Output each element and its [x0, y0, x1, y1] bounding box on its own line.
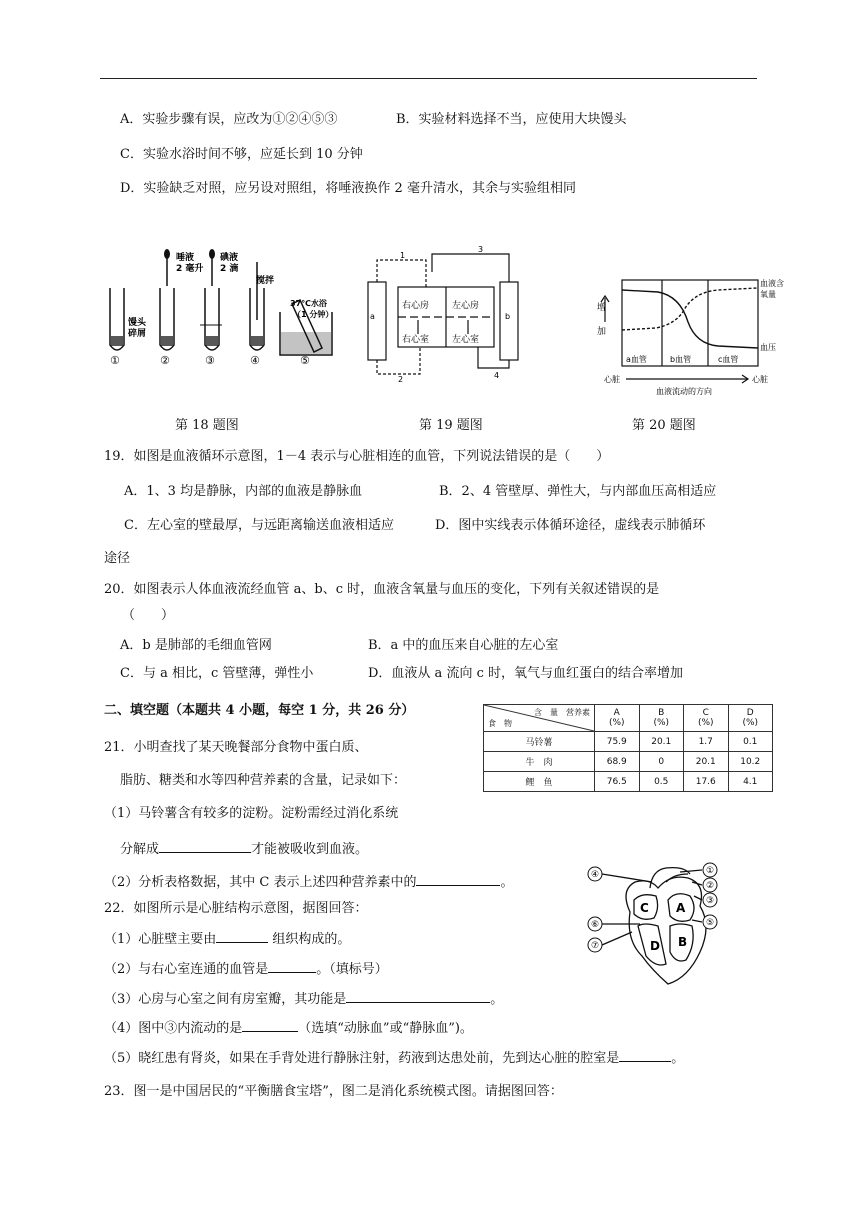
q21-part-1b: 分解成 才能被吸收到血液。 — [120, 842, 369, 857]
table-row — [484, 732, 773, 752]
fig20-vessel-a: a血管 — [626, 355, 647, 364]
q22-stem: 22．如图所示是心脏结构示意图，据图回答： — [104, 901, 368, 916]
table-cell-food: 马铃薯 — [484, 732, 595, 752]
fig19-label-lv: 左心室 — [452, 335, 480, 345]
table-row — [484, 752, 773, 772]
q21-part-1a: （1）马铃薯含有较多的淀粉。淀粉需经过消化系统 — [104, 806, 399, 821]
q19-option-d-cont: 途径 — [104, 551, 131, 566]
q20-paren: （ ） — [122, 608, 175, 623]
fig20-heart-left: 心脏 — [604, 375, 620, 384]
q20-stem: 20．如图表示人体血液流经血管 a、b、c 时，血液含氧量与血压的变化，下列有关叙述错误的是 — [104, 582, 660, 597]
q22-part-4: （4）图中③内流动的是 （选填“动脉血”或“静脉血”)。 — [104, 1021, 473, 1036]
table-cell-food: 牛 肉 — [484, 752, 595, 772]
figure-19-circulation — [360, 242, 540, 382]
fig20-legend-o2-2: 氧量 — [760, 290, 776, 299]
q19-option-d: D．图中实线表示体循环途径，虚线表示肺循环 — [435, 518, 706, 533]
heart-chamber-d: D — [650, 939, 660, 953]
table-cell: 20.1 — [639, 732, 684, 752]
fig18-caption: 第 18 题图 — [175, 418, 239, 433]
q20-option-b: B．a 中的血压来自心脏的左心室 — [368, 638, 559, 653]
q23-stem: 23．图一是中国居民的“平衡膳食宝塔”，图二是消化系统模式图。请据图回答： — [104, 1084, 563, 1099]
table-cell-food: 鲤 鱼 — [484, 772, 595, 792]
heart-chamber-b: B — [678, 935, 688, 949]
q19-option-a: A．1、3 均是静脉，内部的血液是静脉血 — [124, 484, 363, 499]
fig18-num-1: ① — [110, 354, 120, 367]
fig18-label-shuiyu: 37℃水浴 — [290, 299, 327, 308]
table-cell: 17.6 — [684, 772, 729, 792]
fig20-legend-bp: 血压 — [760, 343, 776, 352]
fig19-label-b: b — [505, 312, 511, 321]
fig20-y-label-2: 加 — [597, 327, 607, 337]
section-2-heading: 二、填空题（本题共 4 小题，每空 1 分，共 26 分） — [104, 703, 415, 718]
fig18-label-jiaoban: 搅拌 — [256, 276, 275, 286]
fig18-num-5: ⑤ — [300, 354, 310, 367]
fig19-label-1: 1 — [400, 251, 406, 260]
table-header-c: C (%) — [684, 705, 729, 732]
fig18-label-suisui: 碎屑 — [128, 329, 147, 339]
fig18-num-2: ② — [160, 354, 170, 367]
table-header-a: A (%) — [595, 705, 640, 732]
fig20-flow-label: 血液流动的方向 — [656, 387, 712, 396]
fig18-label-dianye-amt: 2 滴 — [220, 264, 239, 274]
table-cell: 10.2 — [728, 752, 773, 772]
fig20-vessel-c: c血管 — [718, 355, 739, 364]
answer-blank[interactable] — [216, 930, 268, 943]
table-row — [484, 772, 773, 792]
heart-num-6: ⑥ — [590, 920, 600, 930]
q20-option-d: D．血液从 a 流向 c 时，氧气与血红蛋白的结合率增加 — [368, 666, 683, 681]
heart-chamber-c: C — [640, 901, 649, 915]
table-corner-cell — [484, 705, 595, 732]
table-cell: 75.9 — [595, 732, 640, 752]
heart-num-4: ④ — [590, 870, 600, 880]
fig18-label-tuoye: 唾液 — [176, 253, 195, 263]
table-header-d: D (%) — [728, 705, 773, 732]
fig18-num-3: ③ — [205, 354, 215, 367]
fig18-label-shuiyu-time: （1 分钟） — [293, 310, 334, 319]
answer-blank[interactable] — [242, 1019, 298, 1032]
q22-part-3: （3）心房与心室之间有房室瓣，其功能是 。 — [104, 992, 504, 1007]
answer-blank[interactable] — [159, 840, 251, 853]
q18-option-c: C．实验水浴时间不够，应延长到 10 分钟 — [120, 147, 363, 162]
q22-part-2: （2）与右心室连通的血管是 。（填标号） — [104, 962, 388, 977]
q19-option-c: C．左心室的壁最厚，与远距离输送血液相适应 — [124, 518, 394, 533]
fig19-label-rv: 右心室 — [402, 335, 430, 345]
fig18-label-tuoye-amt: 2 毫升 — [176, 264, 204, 274]
fig20-vessel-b: b血管 — [670, 355, 692, 364]
q19-stem: 19．如图是血液循环示意图，1－4 表示与心脏相连的血管，下列说法错误的是（ ） — [104, 449, 610, 464]
table-cell: 76.5 — [595, 772, 640, 792]
table-cell: 0.5 — [639, 772, 684, 792]
nutrition-table — [483, 704, 773, 792]
q18-option-a: A．实验步骤有误，应改为①②④⑤③ — [120, 112, 338, 127]
answer-blank[interactable] — [268, 960, 316, 973]
fig19-label-2: 2 — [398, 375, 404, 384]
heart-num-1: ① — [705, 866, 715, 876]
q18-option-d: D．实验缺乏对照，应另设对照组，将唾液换作 2 毫升清水，其余与实验组相同 — [120, 181, 576, 196]
fig19-label-ra: 右心房 — [402, 301, 430, 311]
fig18-label-dianye: 碘液 — [220, 253, 239, 263]
fig19-label-3: 3 — [478, 245, 484, 254]
figure-heart-structure — [580, 860, 740, 990]
fig20-caption: 第 20 题图 — [632, 418, 696, 433]
fig19-caption: 第 19 题图 — [419, 418, 483, 433]
header-rule — [100, 78, 757, 79]
table-corner-top: 含 量 营养素 — [534, 708, 590, 717]
fig19-label-la: 左心房 — [452, 301, 480, 311]
heart-num-5: ⑤ — [705, 918, 715, 928]
q22-part-5: （5）晓红患有肾炎，如果在手背处进行静脉注射，药液到达患处前，先到达心脏的腔室是 。 — [104, 1051, 685, 1066]
table-corner-bottom: 食 物 — [488, 719, 512, 728]
heart-num-2: ② — [705, 881, 715, 891]
table-cell: 4.1 — [728, 772, 773, 792]
fig20-y-label-1: 增 — [597, 303, 607, 313]
fig20-heart-right: 心脏 — [752, 375, 768, 384]
fig20-legend-o2-1: 血液含 — [760, 279, 784, 288]
fig19-label-4: 4 — [494, 371, 500, 380]
table-cell: 1.7 — [684, 732, 729, 752]
table-cell: 0 — [639, 752, 684, 772]
figure-20-blood-chart — [598, 270, 788, 395]
heart-chamber-a: A — [676, 901, 686, 915]
q20-option-c: C．与 a 相比，c 管壁薄，弹性小 — [120, 666, 314, 681]
heart-num-7: ⑦ — [590, 941, 600, 951]
q19-option-b: B．2、4 管壁厚、弹性大，与内部血压高相适应 — [439, 484, 717, 499]
answer-blank[interactable] — [346, 990, 490, 1003]
q22-part-1: （1）心脏壁主要由 组织构成的。 — [104, 932, 351, 947]
answer-blank[interactable] — [416, 873, 500, 886]
q21-stem-1: 21．小明查找了某天晚餐部分食物中蛋白质、 — [104, 740, 368, 755]
table-cell: 0.1 — [728, 732, 773, 752]
table-cell: 20.1 — [684, 752, 729, 772]
q21-part-2: （2）分析表格数据，其中 C 表示上述四种营养素中的 。 — [104, 875, 514, 890]
q20-option-a: A．b 是肺部的毛细血管网 — [120, 638, 272, 653]
fig19-label-a: a — [370, 312, 375, 321]
heart-num-3: ③ — [705, 896, 715, 906]
table-header-b: B (%) — [639, 705, 684, 732]
figure-18-experiment — [100, 240, 350, 380]
table-cell: 68.9 — [595, 752, 640, 772]
answer-blank[interactable] — [619, 1049, 671, 1062]
fig18-label-mantou: 馒头 — [128, 318, 147, 328]
fig18-num-4: ④ — [250, 354, 260, 367]
q18-option-b: B．实验材料选择不当，应使用大块馒头 — [396, 112, 627, 127]
q21-stem-2: 脂肪、糖类和水等四种营养素的含量，记录如下： — [120, 773, 407, 788]
